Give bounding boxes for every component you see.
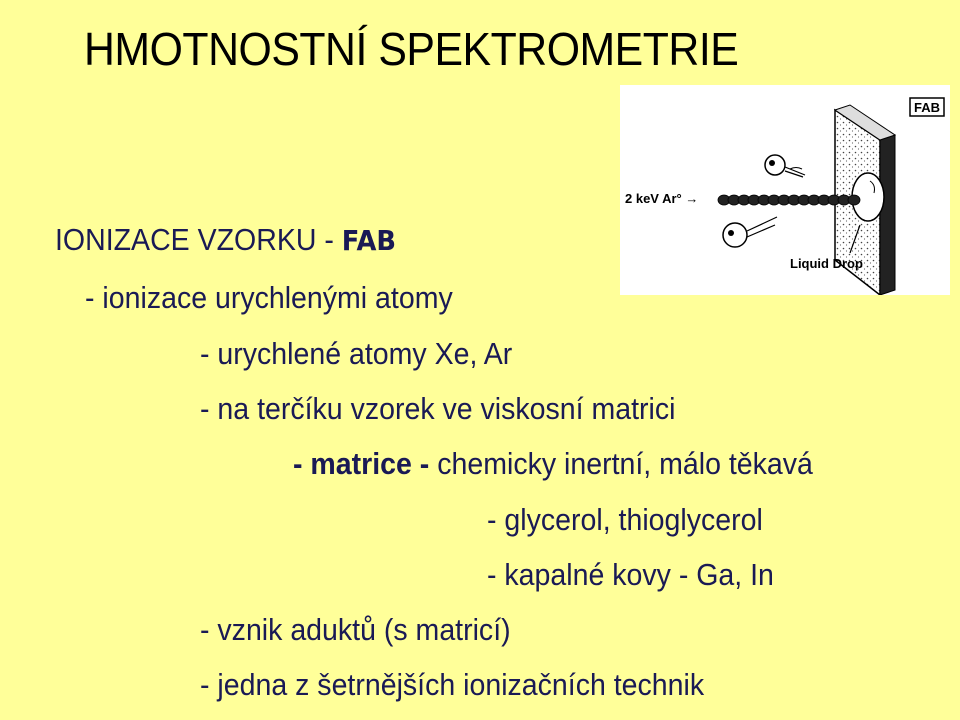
matrix-description: chemicky inertní, málo těkavá	[437, 446, 813, 481]
slide-title: HMOTNOSTNÍ SPEKTROMETRIE	[84, 23, 739, 75]
target-plate-side	[880, 135, 895, 295]
bullet-matrix	[293, 446, 813, 482]
bullet-glycerol: - glycerol, thioglycerol	[487, 502, 763, 537]
ejected-ion-lower	[723, 217, 777, 247]
bullet-target-sample: - na terčíku vzorek ve viskosní matrici	[200, 391, 676, 426]
section-heading	[55, 222, 396, 258]
bullet-ionization-atoms: - ionizace urychlenými atomy	[85, 280, 453, 315]
atom-beam	[718, 195, 860, 205]
bullet-accelerated-atoms: - urychlené atomy Xe, Ar	[200, 336, 513, 371]
ejected-ion-upper	[765, 155, 805, 177]
fab-label: FAB	[914, 100, 940, 115]
matrix-label: - matrice -	[293, 446, 438, 481]
bullet-gentle-technique: - jedna z šetrnějších ionizačních technik	[200, 667, 705, 702]
heading-fab: FAB	[341, 224, 397, 257]
beam-label: 2 keV Ar° →	[625, 191, 699, 206]
bullet-adducts: - vznik aduktů (s matricí)	[200, 612, 511, 647]
bullet-liquid-metals: - kapalné kovy - Ga, In	[487, 557, 774, 592]
heading-prefix: IONIZACE VZORKU -	[55, 222, 342, 257]
drop-label: Liquid Drop	[790, 256, 863, 271]
fab-diagram	[620, 85, 950, 295]
